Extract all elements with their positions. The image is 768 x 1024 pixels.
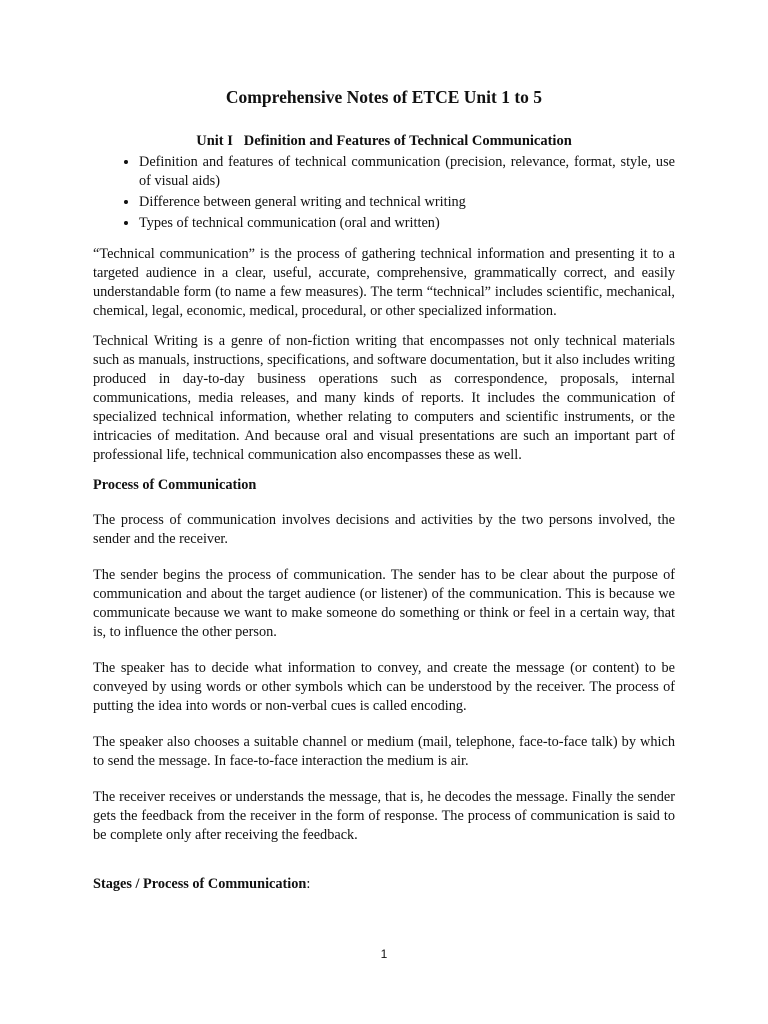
stages-heading-colon: : — [306, 876, 311, 892]
page-content — [93, 86, 675, 910]
body-paragraph: The speaker also chooses a suitable channel or medium (mail, telephone, face-to-face talk) by which to send the message. In face-to-face interaction the medium is air. — [93, 734, 675, 769]
body-paragraph: The sender begins the process of communication. The sender has to be clear about the purpose of communication and about the target audience (or listener) of the communication. This is because we communicate because we want to make someone do something or think or feel in a certain way, that is, to influence the other person. — [93, 567, 675, 640]
topic-list — [93, 153, 675, 233]
page-number: 1 — [380, 947, 388, 961]
section-heading-process: Process of Communication — [93, 477, 257, 493]
stages-heading-text: Stages / Process of Communication — [93, 876, 307, 892]
body-paragraph: The speaker has to decide what information to convey, and create the message (or content) to be conveyed by using words or other symbols which can be understood by the receiver. The process of putting the idea into words or non-verbal cues is called encoding. — [93, 660, 675, 714]
document-title: Comprehensive Notes of ETCE Unit 1 to 5 — [225, 87, 543, 107]
body-paragraph: Technical Writing is a genre of non-fiction writing that encompasses not only technical materials such as manuals, instructions, specifications, and software documentation, but it also includes writing produced in day-to-day business operations such as correspondence, proposals, internal communications, media releases, and many kinds of reports. It includes the communication of specialized technical information, whether relating to computers and scientific instruments, or the intricacies of meditation. And because oral and visual presentations are such an important part of professional life, technical communication also encompasses these as well. — [93, 333, 675, 463]
list-item: • Difference between general writing and technical writing — [139, 193, 675, 212]
body-paragraph: The process of communication involves decisions and activities by the two persons involved, the sender and the receiver. — [93, 512, 675, 547]
list-item: • Types of technical communication (oral and written) — [139, 214, 675, 233]
list-item: • Definition and features of technical communication (precision, relevance, format, style, use of visual aids) — [139, 153, 675, 191]
body-paragraph: “Technical communication” is the process of gathering technical information and presenting it to a targeted audience in a clear, useful, accurate, comprehensive, grammatically correct, and easily understandable form (to name a few measures). The term “technical” includes scientific, mechanical, chemical, legal, economic, medical, procedural, or other specialized information. — [93, 246, 675, 319]
body-paragraph: The receiver receives or understands the message, that is, he decodes the message. Finally the sender gets the feedback from the receiver in the form of response. The process of communication is said to be complete only after receiving the feedback. — [93, 789, 675, 843]
unit-heading: Unit I Definition and Features of Technical Communication — [196, 133, 572, 149]
section-heading-stages — [93, 875, 675, 894]
